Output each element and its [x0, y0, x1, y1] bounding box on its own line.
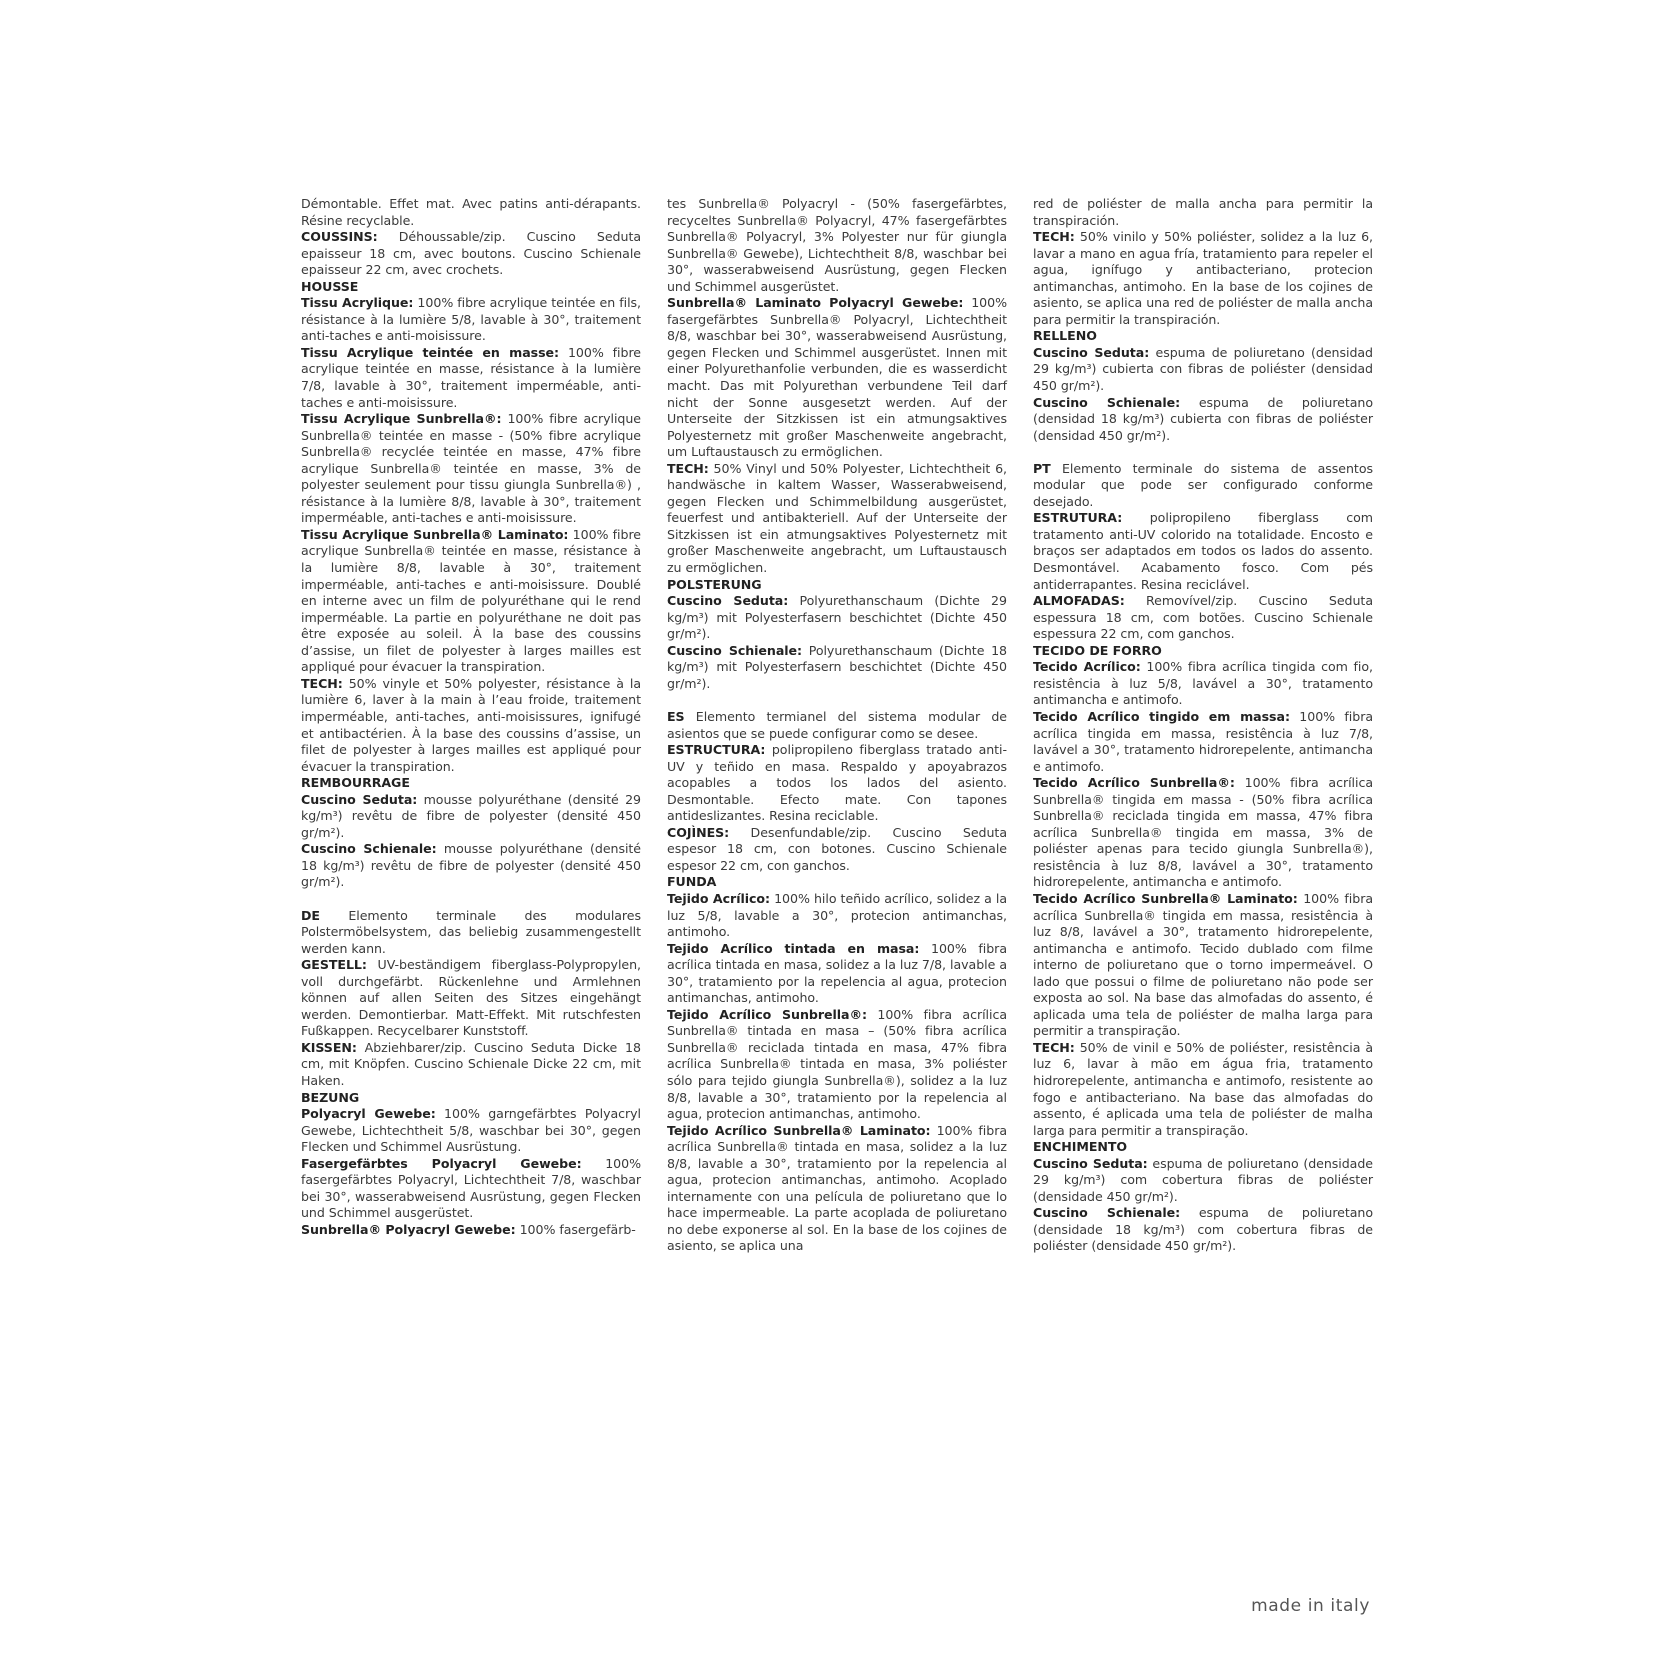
- section-heading: TECIDO DE FORRO: [1033, 642, 1162, 658]
- spec-paragraph: [301, 229, 641, 279]
- spec-label: ESTRUCTURA:: [667, 742, 766, 758]
- section-heading: ENCHIMENTO: [1033, 1139, 1128, 1155]
- spec-paragraph: [667, 874, 1007, 891]
- spec-paragraph: [667, 891, 1007, 941]
- section-heading: POLSTERUNG: [667, 576, 762, 592]
- column-2: [667, 196, 1007, 1255]
- spec-paragraph: [667, 709, 1007, 742]
- spec-text: 100% fibra acrílica Sunbrella® tintada en masa, solidez a la luz 8/8, lavable a 30°, tratamiento por la repelencia al agua, protecion antimanchas, antimoho. Acoplado internamente con una película de poliuretano que lo hace impermeable. La parte acoplada de poliuretano no debe exponerse al sol. En la base de los cojines de asiento, se aplica una: [667, 1122, 1007, 1254]
- spec-label: ESTRUTURA:: [1033, 510, 1123, 526]
- spec-paragraph: [301, 279, 641, 296]
- spec-text: 100% garngefärbtes Polyacryl Gewebe, Lichtechtheit 5/8, waschbar bei 30°, gegen Flecken und Schimmel Ausrüstung.: [301, 1106, 641, 1155]
- spec-paragraph: [1033, 593, 1373, 643]
- spec-paragraph: [667, 742, 1007, 825]
- spec-label: ALMOFADAS:: [1033, 593, 1125, 609]
- spec-text: Démontable. Effet mat. Avec patins anti-dérapants. Résine recyclable.: [301, 196, 641, 228]
- spec-text: 100% fibra acrílica tintada en masa, solidez a la luz 7/8, lavable a 30°, tratamiento por la repelencia al agua, protecion antimanchas, antimoho.: [667, 940, 1007, 1006]
- spec-label: KISSEN:: [301, 1039, 357, 1055]
- spec-text: 100% fibre acrylique Sunbrella® teintée en masse - (50% fibre acrylique Sunbrella® recyclée teintée en masse, 47% fibre acrylique Sunbrella® teintée en masse, 3% de polyester seulement pour tissu giungla Sunbrella®) , résistance à la lumière 8/8, lavable à 30°, traitement imperméable, anti-taches e anti-moisissure.: [301, 411, 641, 526]
- spec-text: red de poliéster de malla ancha para permitir la transpiración.: [1033, 196, 1373, 228]
- spec-paragraph: [301, 775, 641, 792]
- spec-paragraph: [667, 1123, 1007, 1255]
- spec-label: Tejido Acrílico tintada en masa:: [667, 940, 920, 956]
- spec-text: mousse polyuréthane (densité 29 kg/m³) revêtu de fibre de polyester (densité 450 gr/m²).: [301, 791, 641, 840]
- spec-text: tes Sunbrella® Polyacryl - (50% fasergefärbtes, recyceltes Sunbrella® Polyacryl, 47% fasergefärbtes Sunbrella® Polyacryl, 3% Polyester nur für giungla Sunbrella® Gewebe), Lichtechtheit 8/8, waschbar bei 30°, wasserabweisend Ausrüstung, gegen Flecken und Schimmel ausgerüstet.: [667, 196, 1007, 294]
- spec-text: espuma de poliuretano (densidade 29 kg/m³) com cobertura fibras de poliéster (densidade 450 gr/m²).: [1033, 1155, 1373, 1204]
- spec-paragraph: [301, 1090, 641, 1107]
- spec-paragraph: [301, 345, 641, 411]
- section-heading: REMBOURRAGE: [301, 775, 410, 791]
- spec-text: 100% fibre acrylique teintée en fils, résistance à la lumière 5/8, lavable à 30°, traitement anti-taches e anti-moisissure.: [301, 295, 641, 344]
- spec-label: Cuscino Schienale:: [1033, 394, 1181, 410]
- spec-text: espuma de poliuretano (densidad 18 kg/m³) cubierta con fibras de poliéster (densidad 450 gr/m²).: [1033, 394, 1374, 443]
- spec-text: 100% fibra acrílica tingida com fio, resistência à luz 5/8, lavável a 30°, tratamento antimancha e antimofo.: [1033, 659, 1373, 708]
- spec-paragraph: [667, 196, 1007, 295]
- spec-paragraph: [667, 593, 1007, 643]
- spec-label: GESTELL:: [301, 957, 367, 973]
- section-heading: RELLENO: [1033, 328, 1097, 344]
- spec-paragraph: [301, 1222, 641, 1239]
- spec-text: Déhoussable/zip. Cuscino Seduta epaisseur 18 cm, avec boutons. Cuscino Schienale epaisseur 22 cm, avec crochets.: [301, 229, 641, 278]
- spec-paragraph: [301, 792, 641, 842]
- spec-label: Tejido Acrílico Sunbrella® Laminato:: [667, 1122, 931, 1138]
- spec-label: TECH:: [1033, 1039, 1075, 1055]
- spec-text: 100% fasergefärbtes Polyacryl, Lichtechtheit 7/8, waschbar bei 30°, wasserabweisend Ausrüstung, gegen Flecken und Schimmel ausgerüstet.: [301, 1155, 641, 1221]
- spec-text: UV-beständigem fiberglass-Polypropylen, voll durchgefärbt. Rückenlehne und Armlehnen können auf allen Seiten des Sitzes eingehängt werden. Demontierbar. Matt-Effekt. Mit rutschfesten Fußkappen. Recycelbarer Kunststoff.: [301, 957, 641, 1039]
- spec-paragraph: [301, 1106, 641, 1156]
- spec-text: Elemento terminale des modulares Polstermöbelsystem, das beliebig zusammengestellt werden kann.: [301, 907, 641, 956]
- spec-label: Cuscino Seduta:: [1033, 344, 1150, 360]
- spec-text: polipropileno fiberglass tratado anti-UV y teñido en masa. Respaldo y apoyabrazos acopables a todos los lados del asiento. Desmontable. Efecto mate. Con tapones antideslizantes. Resina reciclable.: [667, 742, 1007, 824]
- spec-paragraph: [1033, 709, 1373, 775]
- spec-text: 50% vinilo y 50% poliéster, solidez a la luz 6, lavar a mano en agua fría, tratamiento para repeler el agua, ignífugo y antibacteriano, protecion antimanchas, antimoho. En la base de los cojines de asiento, se aplica una red de poliéster de malla ancha para permitir la transpiración.: [1033, 229, 1373, 327]
- spec-paragraph: [301, 527, 641, 676]
- spec-paragraph: [301, 908, 641, 958]
- spec-paragraph: [1033, 229, 1373, 328]
- spec-label: Cuscino Schienale:: [667, 642, 803, 658]
- spec-paragraph: [1033, 1156, 1373, 1206]
- spec-label: DE: [301, 907, 320, 923]
- spec-label: Tissu Acrylique Sunbrella®:: [301, 411, 502, 427]
- spec-paragraph: [301, 411, 641, 527]
- spec-text: Removível/zip. Cuscino Seduta espessura 18 cm, com botões. Cuscino Schienale espessura 22 cm, com ganchos.: [1033, 593, 1373, 642]
- spec-text: espuma de poliuretano (densidade 18 kg/m³) com cobertura fibras de poliéster (densidade 450 gr/m²).: [1033, 1205, 1374, 1254]
- spec-label: Tecido Acrílico Sunbrella®:: [1033, 775, 1235, 791]
- spec-text: polipropileno fiberglass com tratamento anti-UV colorido na totalidade. Encosto e braços ser adaptados em todos os lados do assento. Desmontável. Acabamento fosco. Com pés antiderrapantes. Resina reciclável.: [1033, 510, 1373, 592]
- spec-text: Polyurethanschaum (Dichte 29 kg/m³) mit Polyesterfasern beschichtet (Dichte 450 gr/m²).: [667, 593, 1007, 642]
- spec-paragraph: [1033, 775, 1373, 891]
- spec-paragraph: [1033, 461, 1373, 511]
- spec-paragraph: [301, 1040, 641, 1090]
- section-heading: FUNDA: [667, 874, 717, 890]
- spec-text: 50% Vinyl und 50% Polyester, Lichtechtheit 6, handwäsche in kaltem Wasser, Wasserabweisend, gegen Flecken und Schimmelbildung ausgerüstet, feuerfest und antibakteriell. Auf der Unterseite der Sitzkissen ist ein atmungsaktives Polyesternetz mit großer Maschenweite angebracht, um Luftaustausch zu ermöglichen.: [667, 460, 1007, 576]
- made-in-italy-footer: made in italy: [1251, 1596, 1370, 1616]
- spec-text: 100% fibre acrylique Sunbrella® teintée en masse, résistance à la lumière 8/8, lavable à 30°, traitement imperméable, anti-taches e anti-moisissure. Doublé en interne avec un film de polyuréthane qui le rend imperméable. La partie en polyuréthane ne doit pas être exposée au soleil. À la base des coussins d’assise, un filet de polyester à larges mailles est appliqué pour évacuer la transpiration.: [301, 526, 641, 675]
- spec-text: 100% fibra acrílica Sunbrella® tintada en masa – (50% fibra acrílica Sunbrella® reciclada tintada en masa, 47% fibra acrílica Sunbrella® tintada en masa, 3% poliéster sólo para tejido giungla Sunbrella®), solidez a la luz 8/8, lavable a 30°, tratamiento por la repelencia al agua, protecion antimanchas, antimoho.: [667, 1006, 1007, 1122]
- spec-text: 100% fasergefärbtes Sunbrella® Polyacryl, Lichtechtheit 8/8, waschbar bei 30°, wasserabweisend Ausrüstung, gegen Flecken und Schimmel ausgerüstet. Innen mit einer Polyurethanfolie verbunden, die es wasserdicht macht. Das mit Polyurethan verbundene Teil darf nicht der Sonne ausgesetzt werden. Auf der Unterseite der Sitzkissen ist ein atmungsaktives Polyesternetz mit großer Maschenweite angebracht, um Luftaustausch zu ermöglichen.: [667, 295, 1007, 460]
- spec-label: COUSSINS:: [301, 229, 378, 245]
- spec-label: Tissu Acrylique teintée en masse:: [301, 344, 560, 360]
- column-1: [301, 196, 641, 1238]
- spec-text: Desenfundable/zip. Cuscino Seduta espesor 18 cm, con botones. Cuscino Schienale espesor 22 cm, con ganchos.: [667, 824, 1007, 873]
- spec-label: Tecido Acrílico tingido em massa:: [1033, 708, 1290, 724]
- spec-paragraph: [301, 676, 641, 775]
- spec-paragraph: [301, 957, 641, 1040]
- spec-paragraph: [301, 841, 641, 891]
- spec-label: Tecido Acrílico Sunbrella® Laminato:: [1033, 890, 1298, 906]
- spec-text: espuma de poliuretano (densidad 29 kg/m³) cubierta con fibras de poliéster (densidad 450 gr/m²).: [1033, 344, 1374, 394]
- spec-label: Tissu Acrylique:: [301, 295, 414, 311]
- spec-label: Sunbrella® Polyacryl Gewebe:: [301, 1221, 516, 1237]
- spec-paragraph: [1033, 1040, 1373, 1139]
- spec-paragraph: [301, 295, 641, 345]
- spec-label: Tecido Acrílico:: [1033, 659, 1141, 675]
- spec-paragraph: [667, 941, 1007, 1007]
- spec-paragraph: [1033, 328, 1373, 345]
- spec-paragraph: [1033, 345, 1373, 395]
- spec-label: Cuscino Seduta:: [301, 791, 418, 807]
- spec-label: ES: [667, 708, 685, 724]
- spec-paragraph: [1033, 395, 1373, 445]
- spec-paragraph: [301, 1156, 641, 1222]
- spec-label: Tejido Acrílico Sunbrella®:: [667, 1006, 867, 1022]
- spec-paragraph: [667, 825, 1007, 875]
- section-heading: HOUSSE: [301, 278, 359, 294]
- spec-text: 50% vinyle et 50% polyester, résistance à la lumière 6, laver à la main à l’eau froide, traitement imperméable, anti-taches, anti-moisissures, ignifugé et antibactérien. À la base des coussins d’assise, un filet de polyester à larges mailles est appliqué pour évacuer la transpiration.: [301, 675, 641, 774]
- spec-label: Cuscino Schienale:: [301, 841, 437, 857]
- spec-label: Fasergefärbtes Polyacryl Gewebe:: [301, 1155, 582, 1171]
- column-3: [1033, 196, 1373, 1255]
- spec-label: Tissu Acrylique Sunbrella® Laminato:: [301, 526, 569, 542]
- section-heading: BEZUNG: [301, 1089, 360, 1105]
- spec-label: Tejido Acrílico:: [667, 890, 771, 906]
- spec-text: 100% fasergefärb-: [515, 1221, 636, 1237]
- spec-paragraph: [667, 577, 1007, 594]
- spec-text: 100% fibre acrylique teintée en masse, résistance à la lumière 7/8, lavable à 30°, traitement imperméable, anti-taches e anti-moisissure.: [301, 344, 641, 410]
- spec-text: mousse polyuréthane (densité 18 kg/m³) revêtu de fibre de polyester (densité 450 gr/m²).: [301, 841, 641, 890]
- spec-paragraph: [1033, 659, 1373, 709]
- spec-paragraph: [1033, 643, 1373, 660]
- spec-paragraph: [1033, 891, 1373, 1040]
- spec-label: Cuscino Schienale:: [1033, 1205, 1181, 1221]
- spec-label: Cuscino Seduta:: [1033, 1155, 1148, 1171]
- spec-text: 50% de vinil e 50% de poliéster, resistência à luz 6, lavar à mão em água fria, tratamento hidrorepelente, antimancha e antimofo, resistente ao fogo e antibacteriano. Na base das almofadas do assento, é aplicada uma tela de poliéster de malha larga para permitir a transpiração.: [1033, 1039, 1373, 1138]
- spec-paragraph: [1033, 1205, 1373, 1255]
- spec-paragraph: [667, 461, 1007, 577]
- spec-text: 100% fibra acrílica Sunbrella® tingida em massa, resistência à luz 8/8, lavável a 30°, tratamento hidrorepelente, antimancha e antimofo. Tecido dublado com filme interno de poliuretano que o torno impermeável. O lado que possui o filme de poliuretano não pode ser exposta ao sol. Na base das almofadas do assento, é aplicada uma tela de poliéster de malha larga para permitir a transpiração.: [1033, 890, 1373, 1039]
- spec-label: TECH:: [667, 460, 709, 476]
- spec-label: Polyacryl Gewebe:: [301, 1106, 436, 1122]
- spec-paragraph: [667, 295, 1007, 460]
- spec-paragraph: [301, 196, 641, 229]
- spec-text: 100% fibra acrílica Sunbrella® tingida em massa - (50% fibra acrílica Sunbrella® reciclada tingida em massa, 47% fibra acrílica Sunbrella® tingida em massa, 3% de poliéster apenas para tecido giungla Sunbrella®), resistência à luz 8/8, lavável a 30°, tratamento hidrorepelente, antimancha e antimofo.: [1033, 775, 1373, 890]
- spec-paragraph: [1033, 1139, 1373, 1156]
- spec-paragraph: [667, 643, 1007, 693]
- spec-label: COJÌNES:: [667, 824, 730, 840]
- spec-text: Abziehbarer/zip. Cuscino Seduta Dicke 18 cm, mit Knöpfen. Cuscino Schienale Dicke 22 cm, mit Haken.: [301, 1039, 641, 1088]
- spec-text: 100% hilo teñido acrílico, solidez a la luz 5/8, lavable a 30°, protecion antimanchas, antimoho.: [667, 890, 1008, 940]
- spec-label: Sunbrella® Laminato Polyacryl Gewebe:: [667, 295, 964, 311]
- spec-text: Elemento termianel del sistema modular de asientos que se puede configurar como se desee.: [667, 708, 1007, 741]
- spec-label: Cuscino Seduta:: [667, 593, 789, 609]
- spec-label: PT: [1033, 460, 1051, 476]
- spec-label: TECH:: [1033, 229, 1075, 245]
- spec-paragraph: [1033, 196, 1373, 229]
- spec-paragraph: [667, 1007, 1007, 1123]
- spec-label: TECH:: [301, 675, 343, 691]
- spec-text: Polyurethanschaum (Dichte 18 kg/m³) mit Polyesterfasern beschichtet (Dichte 450 gr/m²).: [667, 642, 1007, 691]
- spec-paragraph: [1033, 510, 1373, 593]
- spec-text: Elemento terminale do sistema de assentos modular que pode ser configurado conforme desejado.: [1033, 460, 1373, 509]
- spec-text: 100% fibra acrílica tingida em massa, resistência à luz 7/8, lavável a 30°, tratamento hidrorepelente, antimancha e antimofo.: [1033, 708, 1373, 774]
